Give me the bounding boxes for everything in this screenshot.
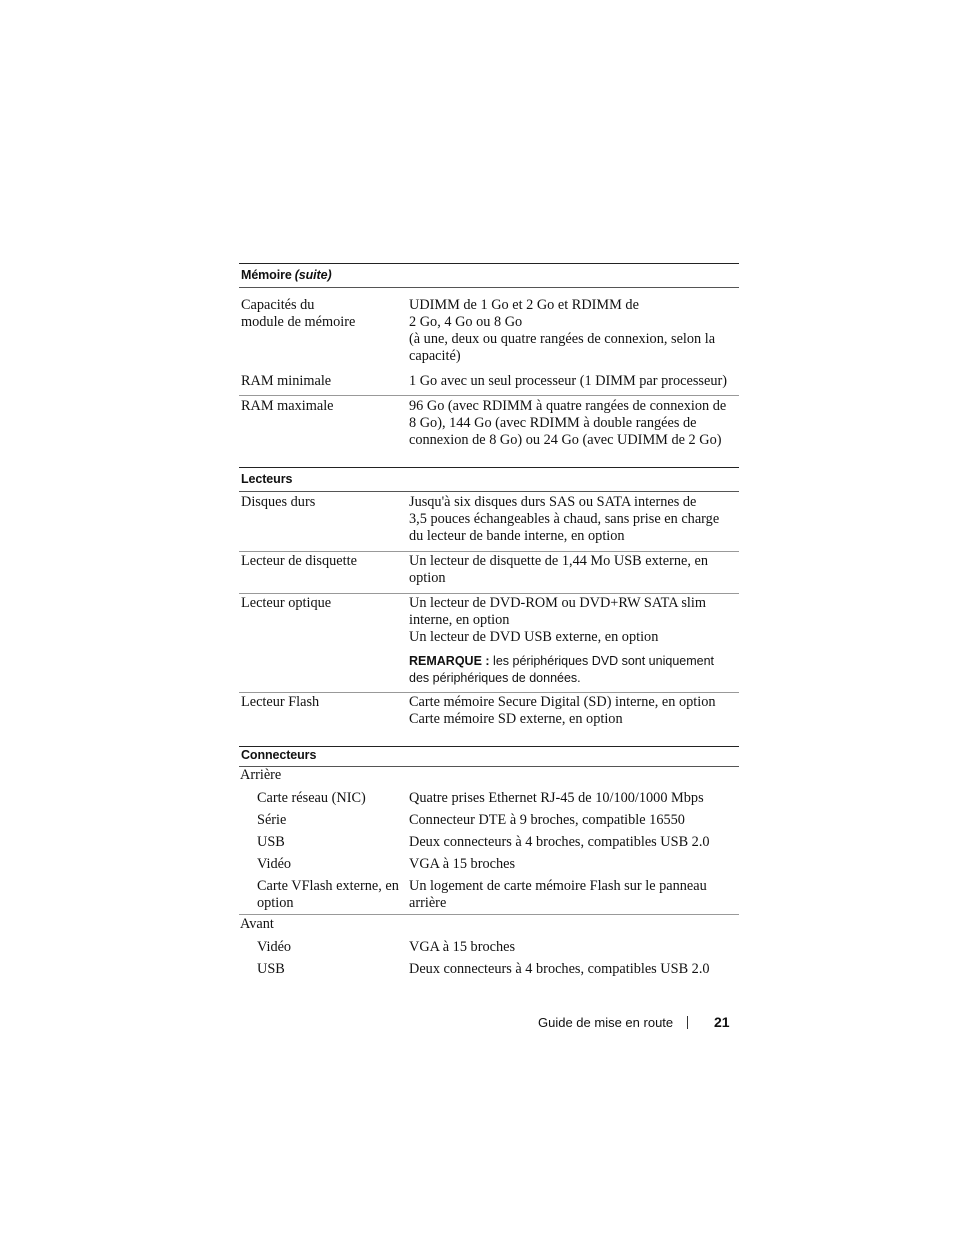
spec-value: VGA à 15 broches [409,856,516,872]
spec-value: Jusqu'à six disques durs SAS ou SATA internes de 3,5 pouces échangeables à chaud, sans prise en charge du lecteur de bande interne, en option [409,494,720,544]
spec-row [239,961,739,978]
spec-row [239,594,739,693]
spec-row [239,878,739,915]
group-label-front: Avant [240,916,274,932]
spec-value: Deux connecteurs à 4 broches, compatibles USB 2.0 [409,834,710,850]
spec-value: 96 Go (avec RDIMM à quatre rangées de connexion de 8 Go), 144 Go (avec RDIMM à double rangées de connexion de 8 Go) ou 24 Go (avec UDIMM de 2 Go) [409,398,727,448]
note [409,653,739,687]
note-label: REMARQUE : [409,654,490,668]
spec-row [239,834,739,856]
spec-label: RAM minimale [241,373,332,389]
spec-value: Connecteur DTE à 9 broches, compatible 16550 [409,812,685,828]
section-suite: (suite) [294,268,332,282]
spec-row [239,288,739,365]
spec-value: Un lecteur de DVD-ROM ou DVD+RW SATA slim interne, en option Un lecteur de DVD USB externe, en option REMARQUE : les périphériques DVD sont uniquement des périphériques de données. [409,595,739,687]
spec-row [239,396,739,467]
page-number: 21 [714,1014,730,1030]
section-header-drives [239,467,739,492]
spec-label: Lecteur optique [241,595,332,611]
spec-sheet [239,263,739,978]
spec-label: Capacités du module de mémoire [241,297,356,330]
spec-value: UDIMM de 1 Go et 2 Go et RDIMM de 2 Go, 4 Go ou 8 Go (à une, deux ou quatre rangées de connexion, selon la capacité) [409,297,716,364]
spec-label: Vidéo [257,856,292,872]
spec-value: VGA à 15 broches [409,939,516,955]
spec-label: Lecteur de disquette [241,553,357,569]
footer-divider [687,1016,688,1029]
spec-value: Quatre prises Ethernet RJ-45 de 10/100/1000 Mbps [409,790,704,806]
spec-label: Vidéo [257,939,292,955]
group-label-rear: Arrière [240,767,282,783]
spec-value: Un lecteur de disquette de 1,44 Mo USB externe, en option [409,553,708,586]
spec-label: RAM maximale [241,398,334,414]
spec-label: Série [257,812,287,828]
spec-row [239,856,739,878]
section-header-memory [239,263,739,288]
spec-row [239,365,739,396]
spec-row [239,790,739,812]
section-header-connectors [239,746,739,767]
footer-title: Guide de mise en route [538,1014,674,1030]
spec-label: Carte réseau (NIC) [257,790,366,806]
section-title: Mémoire [241,268,292,282]
spec-label: USB [257,961,285,977]
spec-label: USB [257,834,285,850]
spec-label: Lecteur Flash [241,694,320,710]
spec-row [239,693,739,746]
page-footer [538,1014,734,1030]
spec-value: Un logement de carte mémoire Flash sur le panneau arrière [409,878,707,911]
spec-label: Disques durs [241,494,316,510]
section-title: Connecteurs [241,748,317,762]
spec-value: Deux connecteurs à 4 broches, compatibles USB 2.0 [409,961,710,977]
spec-row [239,812,739,834]
spec-row [239,552,739,594]
spec-value: 1 Go avec un seul processeur (1 DIMM par processeur) [409,373,728,389]
section-title: Lecteurs [241,472,293,486]
note-text: des périphériques de données. [409,671,581,685]
spec-label: Carte VFlash externe, en option [257,878,399,911]
spec-value: Carte mémoire Secure Digital (SD) interne, en option Carte mémoire SD externe, en option [409,694,716,727]
spec-row [239,939,739,961]
spec-row [239,492,739,552]
note-text: les périphériques DVD sont uniquement [493,654,715,668]
